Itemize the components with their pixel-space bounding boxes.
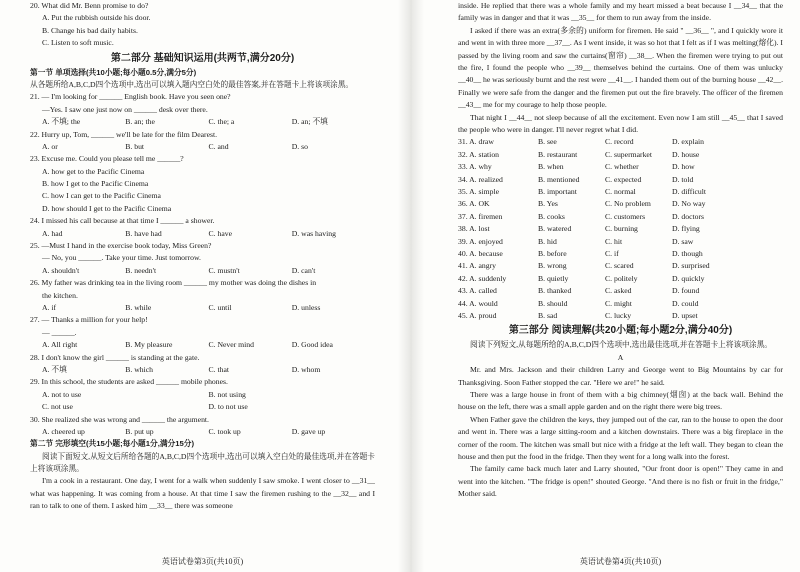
option: B. thanked [538, 286, 572, 296]
option: B. have had [125, 228, 162, 238]
section1-title: 第一节 单项选择(共10小题;每小题0.5分,满分5分) [30, 67, 197, 77]
question-24-stem: 24. I missed his call because at that time I ______ a shower. [30, 216, 215, 226]
option: A. 不填 [42, 364, 67, 374]
option: D. explain [672, 137, 705, 147]
section2-title: 第二节 完形填空(共15小题;每小题1分,满分15分) [30, 439, 195, 449]
option: C. politely [605, 273, 638, 283]
option: 44. A. would [458, 298, 498, 308]
option: D. can't [291, 265, 316, 275]
option: D. so [291, 141, 308, 151]
question-26-stem-2: the kitchen. [42, 290, 78, 300]
reading-paragraph-4: The family came back much later and Larry shouted, "Our front door is open!" They came in and went into the kitchen. "The fridge is open!" shouted George. "And there is no fish or fruit in the fridge," Mother said. [458, 464, 783, 499]
option: C. normal [605, 187, 636, 197]
part2-title: 第二部分 基础知识运用(共两节,满分20分) [110, 52, 295, 64]
option: A. not to use [42, 389, 82, 399]
section1-instructions: 从各题所给A,B,C,D四个选项中,选出可以填入题内空白处的最佳答案,并在答题卡上将该项涂黑。 [30, 79, 354, 89]
question-20-stem: 20. What did Mr. Benn promise to do? [30, 1, 149, 10]
option: C. how I can get to the Pacific Cinema [42, 191, 161, 201]
exam-page-4 [458, 0, 783, 572]
option: B. how I get to the Pacific Cinema [42, 179, 149, 189]
option: 41. A. angry [458, 261, 497, 271]
option: 40. A. because [458, 248, 503, 258]
option: D. an; 不填 [291, 117, 328, 127]
option: D. could [672, 298, 699, 308]
option: 43. A. called [458, 286, 497, 296]
option: D. upset [672, 310, 698, 320]
question-21-stem-2: —Yes. I saw one just now on ______ desk over there. [42, 104, 208, 114]
option: B. wrong [538, 261, 567, 271]
question-28-stem: 28. I don't know the girl ______ is standing at the gate. [30, 352, 200, 362]
cloze-option-row [458, 136, 783, 148]
option: B. while [125, 302, 152, 312]
cloze-option-row [458, 174, 783, 186]
option: C. took up [208, 426, 241, 436]
option: C. mustn't [208, 265, 240, 275]
question-30-stem: 30. She realized she was wrong and ______ the argument. [30, 414, 209, 424]
option: C. that [208, 364, 229, 374]
option: B. cooks [538, 211, 565, 221]
option: C. Listen to soft music. [42, 38, 114, 48]
option: B. when [538, 162, 564, 172]
option: C. if [605, 248, 619, 258]
question-29-options-cd [30, 401, 375, 413]
option: D. was having [291, 228, 336, 238]
question-29-options-ab [30, 389, 375, 401]
cloze-option-row [458, 285, 783, 297]
option: D. whom [291, 364, 321, 374]
cloze-option-row [458, 198, 783, 210]
passage-letter: A [617, 352, 624, 362]
option: C. have [208, 228, 232, 238]
option: A. how get to the Pacific Cinema [42, 166, 145, 176]
option: C. customers [605, 211, 646, 221]
option: A. All right [42, 340, 78, 350]
option: D. surprised [672, 261, 710, 271]
question-25-stem-2: — No, you ______. Take your time. Just tomorrow. [42, 253, 201, 263]
cloze-option-row [458, 186, 783, 198]
question-22-options [30, 141, 375, 153]
question-27-options [30, 339, 375, 351]
option: D. gave up [291, 426, 326, 436]
option: B. watered [538, 224, 572, 234]
reading-paragraph-2: There was a large house in front of them with a big chimney(烟囱) at the back wall. Behind the house on the left, there was a small apple garden and on the right there were big trees. [458, 389, 783, 412]
cloze-option-row [458, 248, 783, 260]
cloze-paragraph-3: I asked if there was an extra(多余的) uniform for firemen. He said " __36__ ", and I quickly wore it and went in with three more __37__. As I went inside, it was so hot that I felt as if I was melting(熔化). I passed by the living room and saw the curtains(窗帘) __38__. When the firemen were trying to put out the fire, I found the people who __39__ themselves behind the curtains. One of them was unlucky __40__ he was seriously burnt and the rest were __41__. I handed them out of the burning house __42__. Finally we were safe from the danger and the firemen put out the fire bravely. The officer of the firemen __43__ me for my courage to help those people. [458, 25, 783, 110]
option: B. not using [208, 389, 246, 399]
option: A. 不填; the [42, 117, 81, 127]
option: 36. A. OK [458, 199, 490, 209]
cloze-option-row [458, 211, 783, 223]
option: A. or [42, 141, 58, 151]
option: B. sad [538, 310, 558, 320]
option: D. No way [672, 199, 706, 209]
option: D. unless [291, 302, 321, 312]
option: B. needn't [125, 265, 157, 275]
exam-page-3 [30, 0, 375, 572]
option: C. until [208, 302, 232, 312]
option: 37. A. firemen [458, 211, 503, 221]
option: C. might [605, 298, 632, 308]
cloze-option-row [458, 260, 783, 272]
option: C. whether [605, 162, 639, 172]
cloze-option-row [458, 149, 783, 161]
option: C. No problem [605, 199, 651, 209]
option: C. not use [42, 402, 73, 412]
option: D. house [672, 149, 700, 159]
option: D. doctors [672, 211, 705, 221]
option: D. told [672, 174, 694, 184]
question-30-options [30, 426, 375, 438]
option: B. an; the [125, 117, 155, 127]
question-21-options [30, 116, 375, 128]
cloze-option-row [458, 298, 783, 310]
option: B. see [538, 137, 557, 147]
option: C. Never mind [208, 340, 254, 350]
option: D. how should I get to the Pacific Cinema [42, 203, 172, 213]
cloze-options-grid [458, 136, 783, 322]
option: C. expected [605, 174, 642, 184]
question-26-stem: 26. My father was drinking tea in the living room ______ my mother was doing the dishes in [30, 278, 317, 288]
option: B. mentioned [538, 174, 580, 184]
question-21-stem: 21. — I'm looking for ______ English book. Have you seen one? [30, 92, 231, 102]
option: A. Put the rubbish outside his door. [42, 13, 151, 23]
question-29-stem: 29. In this school, the students are asked ______ mobile phones. [30, 377, 228, 387]
cloze-option-row [458, 223, 783, 235]
option: A. had [42, 228, 63, 238]
part3-instructions: 阅读下列短文,从每题所给的A,B,C,D四个选项中,选出最佳选项,并在答题卡上将该项涂黑。 [470, 340, 772, 350]
cloze-paragraph-4: That night I __44__ not sleep because of all the excitement. Even now I am still __45__ that I saved the people who were in danger. I'll never regret what I did. [458, 112, 783, 135]
question-27-stem: 27. — Thanks a million for your help! [30, 315, 148, 325]
cloze-option-row [458, 310, 783, 322]
option: 42. A. suddenly [458, 273, 507, 283]
option: C. asked [605, 286, 632, 296]
question-25-stem: 25. —Must I hand in the exercise book today, Miss Green? [30, 241, 212, 251]
option: C. scared [605, 261, 634, 271]
option: 45. A. proud [458, 310, 497, 320]
option: A. if [42, 302, 57, 312]
option: 31. A. draw [458, 137, 494, 147]
question-26-options [30, 302, 375, 314]
option: D. difficult [672, 187, 707, 197]
option: 33. A. why [458, 162, 492, 172]
part3-title: 第三部分 阅读理解(共20小题;每小题2分,满分40分) [508, 325, 733, 337]
option: D. found [672, 286, 700, 296]
cloze-option-row [458, 273, 783, 285]
question-27-stem-2: — ______. [42, 327, 77, 337]
section2-instructions: 阅读下面短文,从短文后所给各题的A,B,C,D四个选项中,选出可以填入空白处的最佳选项,并在答题卡上将该项涂黑。 [30, 451, 375, 474]
option: D. though [672, 248, 703, 258]
question-24-options [30, 228, 375, 240]
option: D. quickly [672, 273, 705, 283]
option: B. before [538, 248, 567, 258]
option: B. hid [538, 236, 557, 246]
option: 38. A. lost [458, 224, 490, 234]
option: D. how [672, 162, 695, 172]
option: C. record [605, 137, 634, 147]
reading-paragraph-3: When Father gave the children the keys, they jumped out of the car, ran to the house to open the door and went in. There was a large sitting-room and a kitchen downstairs. There was a big fireplace in the corner of the room. The kitchen was small but nice with a fridge at the left wall. They began to clean the house and then put the food in the fridge. Then they went for a long walk into the forest. [458, 414, 783, 461]
option: D. saw [672, 236, 694, 246]
cloze-option-row [458, 161, 783, 173]
option: D. to not use [208, 402, 248, 412]
option: B. important [538, 187, 577, 197]
option: C. and [208, 141, 229, 151]
option: C. burning [605, 224, 638, 234]
option: B. put up [125, 426, 154, 436]
page-footer: 英语试卷第3页(共10页) [161, 556, 244, 566]
question-23-stem: 23. Excuse me. Could you please tell me ______? [30, 154, 184, 164]
option: B. Change his bad daily habits. [42, 25, 138, 35]
page-fold [398, 0, 424, 572]
option: B. should [538, 298, 568, 308]
option: 35. A. simple [458, 187, 500, 197]
reading-paragraph-1: Mr. and Mrs. Jackson and their children Larry and George went to Big Mountains by car for Thanksgiving. Soon Father stopped the car. "Here we are!" he said. [458, 365, 783, 387]
option: B. Yes [538, 199, 558, 209]
question-22-stem: 22. Hurry up, Tom, ______ we'll be late for the film Dearest. [30, 129, 218, 139]
option: C. hit [605, 236, 623, 246]
option: C. the; a [208, 117, 235, 127]
option: A. shouldn't [42, 265, 80, 275]
option: A. cheered up [42, 426, 85, 436]
cloze-option-row [458, 236, 783, 248]
option: C. lucky [605, 310, 632, 320]
question-25-options [30, 265, 375, 277]
option: 39. A. enjoyed [458, 236, 503, 246]
page-footer: 英语试卷第4页(共10页) [579, 556, 662, 566]
option: B. which [125, 364, 154, 374]
option: B. restaurant [538, 149, 578, 159]
option: D. Good idea [291, 340, 333, 350]
option: B. quietly [538, 273, 569, 283]
option: 34. A. realized [458, 174, 503, 184]
option: B. My pleasure [125, 340, 173, 350]
cloze-paragraph-1: I'm a cook in a restaurant. One day, I went for a walk when suddenly I saw smoke. I went closer to __31__ what was happening. It was coming from a house. At that time I saw the firemen rushing to the __32__ and I ran to talk to one of them. I asked him __33__ there was someone [30, 476, 375, 511]
option: D. flying [672, 224, 700, 234]
option: C. supermarket [605, 149, 652, 159]
option: B. but [125, 141, 145, 151]
option: 32. A. station [458, 149, 500, 159]
cloze-paragraph-2: inside. He replied that there was a whole family and my heart missed a beat because I __34__ that the family was in danger and that it was __35__ for them to run away from the inside. [458, 1, 783, 23]
question-28-options [30, 364, 375, 376]
